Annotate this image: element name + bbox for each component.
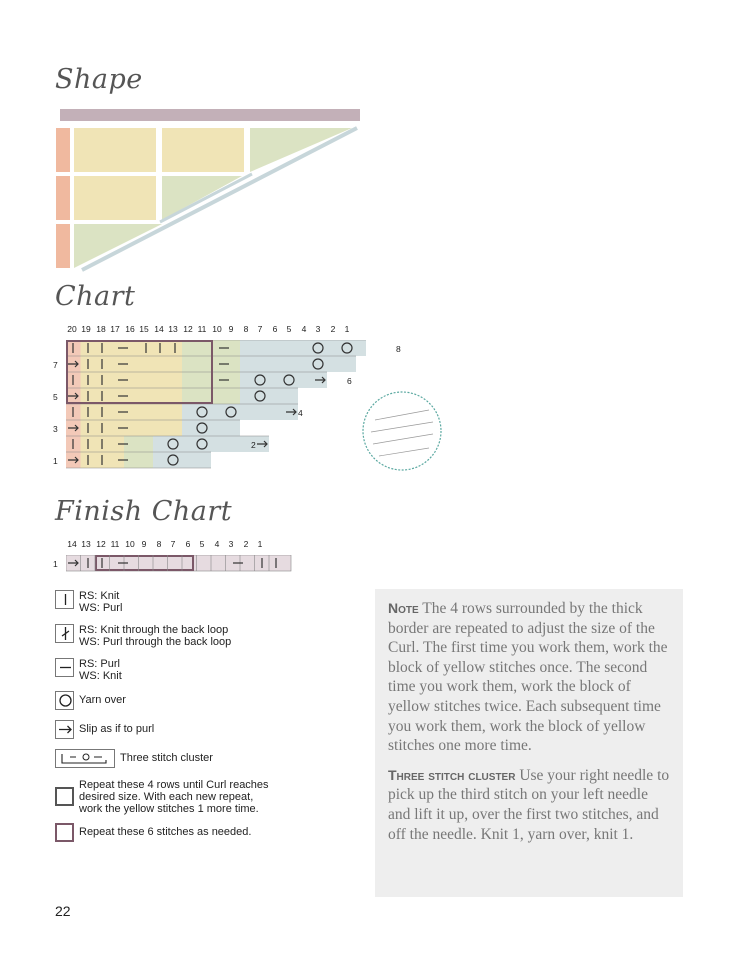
- column-number: 6: [272, 324, 278, 334]
- column-number: 13: [81, 539, 91, 549]
- row-number: 7: [53, 360, 58, 370]
- note-body: The 4 rows surrounded by the thick border are repeated to adjust the size of the Curl. The first time you work them, work the block of yellow stitches once. The second time you work them, work the block of yellow stitches twice. Each subsequent time you work them, work the block of yellow stitches one more time.: [388, 600, 668, 755]
- repeat-6-stitches-box-icon: [55, 823, 74, 842]
- finish-chart-column-numbers: [66, 539, 306, 551]
- column-number: 14: [154, 324, 164, 334]
- column-number: 17: [110, 324, 120, 334]
- column-number: 10: [125, 539, 135, 549]
- row-number: 2: [251, 440, 256, 450]
- row-number: 8: [396, 344, 401, 354]
- note-panel: [375, 589, 683, 897]
- row-number: 5: [53, 392, 58, 402]
- swatch-circle-icon: [361, 390, 443, 472]
- column-number: 1: [344, 324, 350, 334]
- column-number: 4: [214, 539, 220, 549]
- column-number: 18: [96, 324, 106, 334]
- column-number: 15: [139, 324, 149, 334]
- finish-chart-heading: Finish Chart: [55, 496, 233, 527]
- purl-icon: [55, 658, 74, 677]
- column-number: 12: [183, 324, 193, 334]
- column-number: 11: [197, 324, 207, 334]
- legend-text-line: WS: Purl through the back loop: [79, 636, 232, 648]
- knitting-chart-grid: [66, 340, 366, 470]
- legend-text-line: Yarn over: [79, 694, 126, 706]
- note-paragraph: [388, 599, 673, 756]
- column-number: 12: [96, 539, 106, 549]
- legend-item-purl: [55, 658, 122, 682]
- legend-item-slip: [55, 720, 154, 739]
- row-number: 4: [298, 408, 303, 418]
- legend-text-line: Repeat these 4 rows until Curl reaches: [79, 779, 269, 791]
- legend-text-line: RS: Knit through the back loop: [79, 624, 229, 636]
- row-number: 3: [53, 424, 58, 434]
- yarn-over-icon: [55, 691, 74, 710]
- column-number: 9: [228, 324, 234, 334]
- legend-item-yarn-over: [55, 691, 126, 710]
- chart-heading: Chart: [55, 281, 136, 312]
- column-number: 2: [330, 324, 336, 334]
- column-number: 8: [156, 539, 162, 549]
- legend-text-line: RS: Knit: [79, 590, 120, 602]
- column-number: 20: [67, 324, 77, 334]
- cluster-body: Use your right needle to pick up the third stitch on your left needle and lift it up, over the first two stitches, and off the needle. Knit 1, yarn over, knit 1.: [388, 766, 670, 843]
- knit-icon: [55, 590, 74, 609]
- column-number: 19: [81, 324, 91, 334]
- legend-text-line: Repeat these 6 stitches as needed.: [79, 826, 252, 838]
- legend-item-knit-tbl: [55, 624, 231, 648]
- cluster-paragraph: [388, 766, 673, 844]
- column-number: 13: [168, 324, 178, 334]
- legend-item-cluster: [55, 749, 213, 768]
- shape-illustration: [52, 104, 372, 274]
- column-number: 5: [199, 539, 205, 549]
- column-number: 2: [243, 539, 249, 549]
- column-number: 3: [228, 539, 234, 549]
- legend-text-line: Slip as if to purl: [79, 723, 155, 735]
- column-number: 4: [301, 324, 307, 334]
- column-number: 14: [67, 539, 77, 549]
- legend-text-line: WS: Purl: [79, 602, 123, 614]
- column-number: 3: [315, 324, 321, 334]
- knit-tbl-icon: [55, 624, 74, 643]
- column-number: 6: [185, 539, 191, 549]
- finish-chart-grid: [66, 555, 296, 573]
- column-number: 1: [257, 539, 263, 549]
- repeat-4-rows-box-icon: [55, 787, 74, 806]
- column-number: 8: [243, 324, 249, 334]
- legend-text-line: RS: Purl: [79, 658, 120, 670]
- column-number: 9: [141, 539, 147, 549]
- chart-column-numbers: [66, 324, 396, 336]
- column-number: 16: [125, 324, 135, 334]
- page-number: 22: [55, 903, 71, 919]
- three-stitch-cluster-icon: [55, 749, 115, 768]
- row-number: 6: [347, 376, 352, 386]
- column-number: 11: [110, 539, 120, 549]
- legend-item-knit: [55, 590, 122, 614]
- slip-icon: [55, 720, 74, 739]
- legend-text-line: Three stitch cluster: [120, 752, 213, 764]
- column-number: 7: [257, 324, 263, 334]
- shape-heading: Shape: [55, 64, 143, 95]
- legend-text-line: desired size. With each new repeat,: [79, 791, 254, 803]
- column-number: 5: [286, 324, 292, 334]
- cluster-label: Three stitch cluster: [388, 766, 516, 783]
- note-label: Note: [388, 600, 419, 616]
- row-number: 1: [53, 559, 58, 569]
- legend-text-line: WS: Knit: [79, 670, 122, 682]
- legend-item-repeat-rows: [55, 779, 269, 815]
- legend-item-repeat-stitches: [55, 823, 251, 842]
- column-number: 7: [170, 539, 176, 549]
- column-number: 10: [212, 324, 222, 334]
- row-number: 1: [53, 456, 58, 466]
- legend-text-line: work the yellow stitches 1 more time.: [79, 803, 259, 815]
